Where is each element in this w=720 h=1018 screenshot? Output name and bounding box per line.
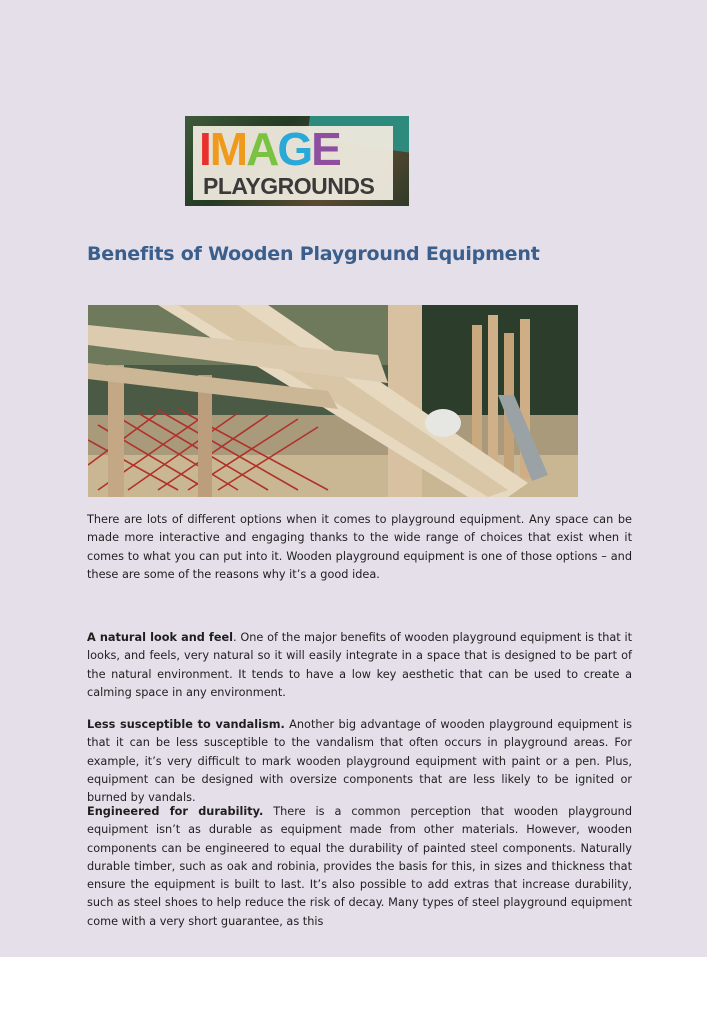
intro-paragraph: There are lots of different options when it comes to playground equipment. Any space can be made more interactive and engaging thanks to the wide range of choices that exist when it comes to what you can put into it. Wooden playground equipment is one of those options – and these are some of the reasons why it’s a good idea. (87, 513, 632, 581)
wooden-playground-photo (88, 305, 578, 497)
section-heading: A natural look and feel (87, 631, 234, 644)
logo-letter: I (199, 123, 210, 175)
section-heading: Engineered for durability. (87, 805, 264, 818)
logo-word-playgrounds: PLAYGROUNDS (203, 173, 375, 199)
logo-letter: M (209, 123, 247, 175)
section-body: There is a common perception that wooden playground equipment isn’t as durable as equipment made from other materials. However, wooden components can be engineered to equal the durability of painted steel components. Naturally durable timber, such as oak and robinia, provides the basis for this, in sizes and thickness that ensure the equipment is built to last. It’s also possible to add extras that increase durability, such as steel shoes to help reduce the risk of decay. Many types of steel playground equipment come with a very short guarantee, as this (87, 805, 633, 928)
logo-word-image (199, 123, 340, 175)
page-title: Benefits of Wooden Playground Equipment (87, 243, 540, 265)
logo-letter: A (246, 123, 278, 175)
image-playgrounds-logo (185, 116, 409, 206)
section-natural-look (87, 629, 632, 702)
section-vandalism (87, 716, 632, 807)
section-heading: Less susceptible to vandalism. (87, 718, 285, 731)
section-body: . One of the major benefits of wooden playground equipment is that it looks, and feels, very natural so it will easily integrate in a space that is designed to be part of the natural environment. It tends to have a low key aesthetic that can be used to create a calming space in any environment. (87, 631, 633, 699)
section-durability (87, 803, 632, 931)
logo-letter: G (277, 123, 312, 175)
logo-letter: E (311, 123, 340, 175)
section-body: Another big advantage of wooden playground equipment is that it can be less susceptible to the vandalism that often occurs in playground areas. For example, it’s very difficult to mark wooden playground equipment with paint or a pen. Plus, equipment can be designed with oversize components that are less likely to be ignited or burned by vandals. (87, 718, 632, 805)
